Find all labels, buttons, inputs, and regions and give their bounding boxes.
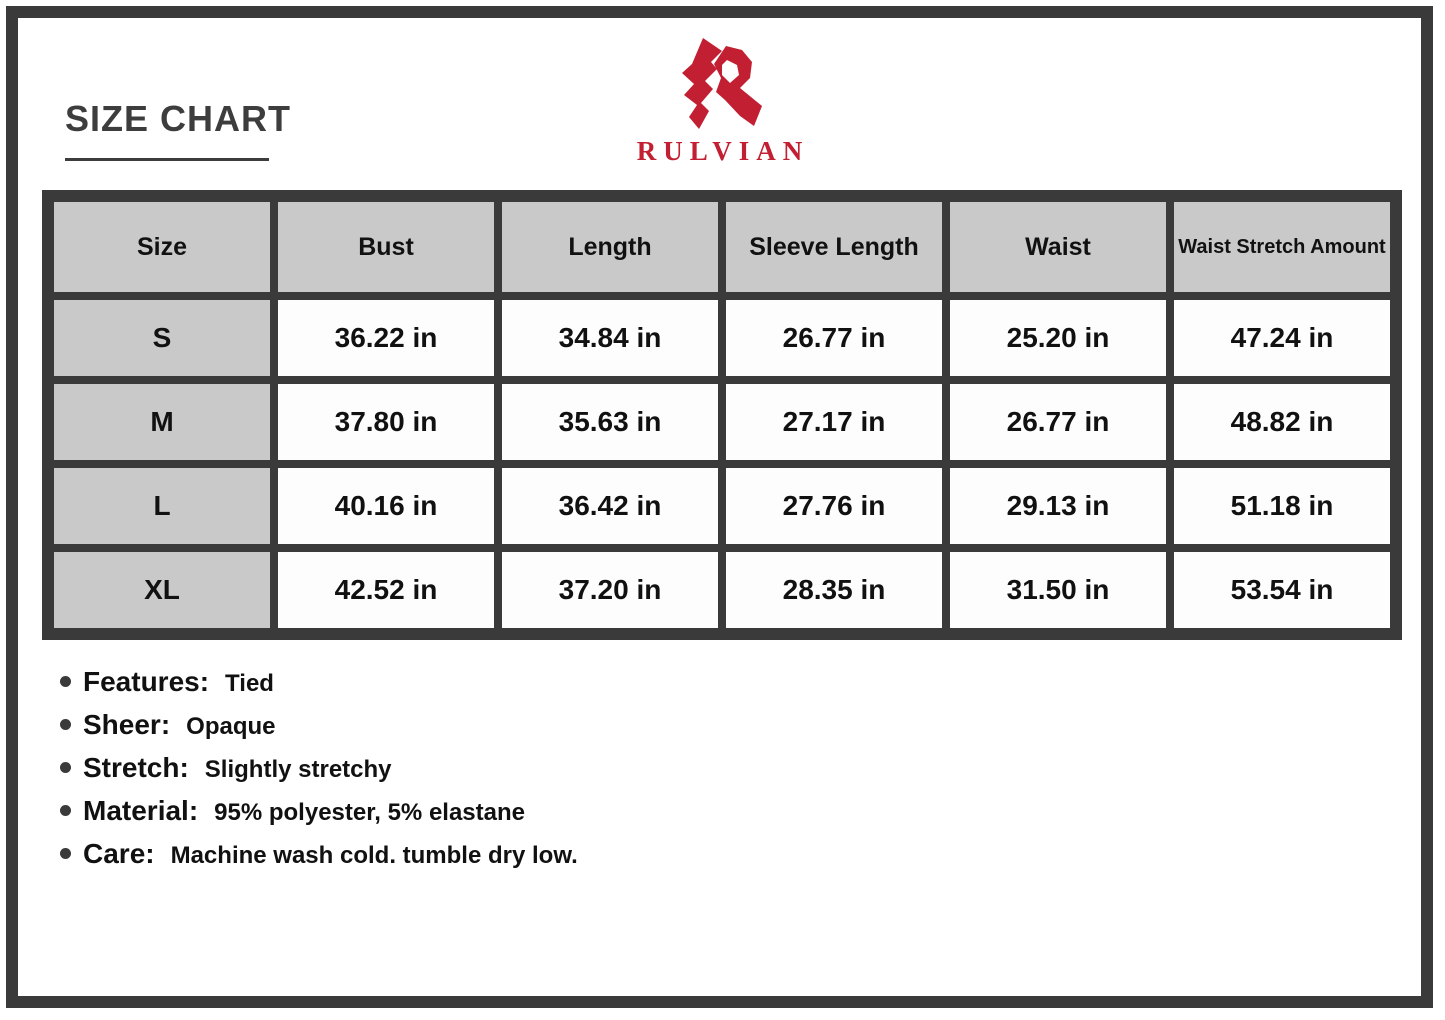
table-row: [54, 468, 1390, 544]
table-row: [54, 300, 1390, 376]
col-header-length: Length: [502, 202, 718, 292]
table-header-row: [54, 202, 1390, 292]
cell-waist: 26.77 in: [950, 384, 1166, 460]
cell-length: 34.84 in: [502, 300, 718, 376]
table-row: [54, 552, 1390, 628]
list-item: [60, 709, 578, 739]
bullet-icon: [60, 805, 71, 816]
cell-length: 35.63 in: [502, 384, 718, 460]
size-label: L: [54, 468, 270, 544]
col-header-size: Size: [54, 202, 270, 292]
page-title: SIZE CHART: [65, 98, 291, 139]
angular-r-logo-icon: [668, 34, 772, 134]
cell-length: 36.42 in: [502, 468, 718, 544]
size-chart-table: [42, 190, 1402, 640]
col-header-sleeve-length: Sleeve Length: [726, 202, 942, 292]
list-item: [60, 666, 578, 696]
col-header-waist: Waist: [950, 202, 1166, 292]
detail-value: Opaque: [186, 713, 276, 740]
bullet-icon: [60, 676, 71, 687]
cell-waist-stretch: 53.54 in: [1174, 552, 1390, 628]
detail-value: Tied: [225, 670, 274, 697]
cell-sleeve-length: 28.35 in: [726, 552, 942, 628]
detail-label: Sheer:: [83, 709, 171, 740]
bullet-icon: [60, 762, 71, 773]
product-details-list: [60, 666, 578, 881]
cell-length: 37.20 in: [502, 552, 718, 628]
title-underline: [65, 158, 269, 161]
cell-waist-stretch: 51.18 in: [1174, 468, 1390, 544]
brand-name: RULVIAN: [636, 136, 810, 166]
detail-label: Features:: [83, 666, 210, 697]
detail-value: Machine wash cold. tumble dry low.: [170, 842, 578, 869]
table-row: [54, 384, 1390, 460]
size-label: S: [54, 300, 270, 376]
cell-sleeve-length: 27.76 in: [726, 468, 942, 544]
bullet-icon: [60, 719, 71, 730]
detail-value: 95% polyester, 5% elastane: [214, 799, 525, 826]
cell-waist: 31.50 in: [950, 552, 1166, 628]
cell-bust: 42.52 in: [278, 552, 494, 628]
cell-sleeve-length: 26.77 in: [726, 300, 942, 376]
detail-value: Slightly stretchy: [204, 756, 392, 783]
col-header-bust: Bust: [278, 202, 494, 292]
cell-bust: 36.22 in: [278, 300, 494, 376]
size-label: M: [54, 384, 270, 460]
size-label: XL: [54, 552, 270, 628]
detail-label: Stretch:: [83, 752, 189, 783]
bullet-icon: [60, 848, 71, 859]
list-item: [60, 752, 578, 782]
cell-waist-stretch: 47.24 in: [1174, 300, 1390, 376]
list-item: [60, 838, 578, 868]
brand-logo: [570, 34, 870, 167]
cell-waist: 25.20 in: [950, 300, 1166, 376]
cell-bust: 40.16 in: [278, 468, 494, 544]
cell-bust: 37.80 in: [278, 384, 494, 460]
detail-label: Care:: [83, 838, 155, 869]
cell-waist-stretch: 48.82 in: [1174, 384, 1390, 460]
title-block: [65, 98, 291, 161]
cell-waist: 29.13 in: [950, 468, 1166, 544]
page-border-frame: [6, 6, 1433, 1008]
detail-label: Material:: [83, 795, 199, 826]
cell-sleeve-length: 27.17 in: [726, 384, 942, 460]
list-item: [60, 795, 578, 825]
col-header-waist-stretch: Waist Stretch Amount: [1174, 202, 1390, 292]
